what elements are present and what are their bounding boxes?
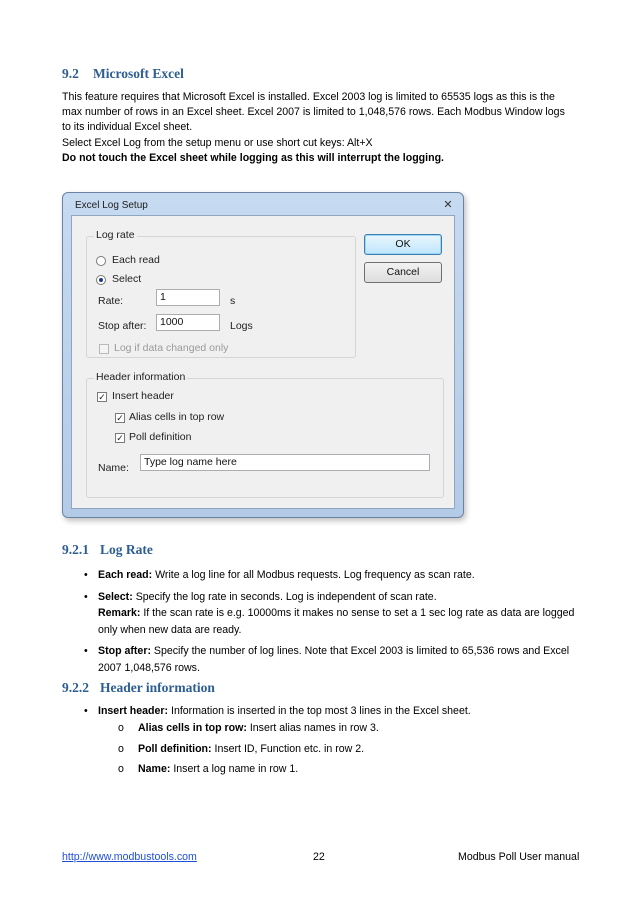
ok-button[interactable]: OK bbox=[364, 234, 442, 255]
subitem-text: Insert ID, Function etc. in row 2. bbox=[211, 742, 365, 755]
item-text: Specify the number of log lines. Note that Excel 2003 is limited to 65,536 rows and Excel bbox=[150, 645, 570, 657]
each-read-label[interactable]: Each read bbox=[112, 254, 160, 266]
stop-after-unit: Logs bbox=[230, 320, 253, 332]
list-item bbox=[62, 589, 587, 639]
rate-input[interactable]: 1 bbox=[156, 289, 220, 306]
log-rate-list bbox=[62, 567, 587, 681]
intro-line: max number of rows in an Excel sheet. Excel 2007 is limited to 1,048,576 rows. Each Modbus Window logs bbox=[62, 106, 565, 119]
intro-paragraph bbox=[62, 90, 582, 166]
select-radio[interactable] bbox=[96, 275, 106, 285]
sub-bullet: o bbox=[118, 722, 124, 734]
cancel-button[interactable]: Cancel bbox=[364, 262, 442, 283]
log-rate-heading bbox=[62, 542, 153, 558]
item-term: Insert header: bbox=[98, 705, 169, 717]
list-item bbox=[62, 703, 587, 720]
list-item bbox=[62, 761, 379, 778]
dialog-title: Excel Log Setup bbox=[75, 200, 148, 211]
log-rate-number: 9.2.1 bbox=[62, 542, 89, 557]
bullet: • bbox=[84, 705, 88, 717]
name-input[interactable]: Type log name here bbox=[140, 454, 430, 471]
poll-definition-checkbox[interactable]: ✓ bbox=[116, 433, 124, 443]
subitem-text: Insert a log name in row 1. bbox=[170, 763, 299, 775]
remark-text: If the scan rate is e.g. 10000ms it makes no sense to set a 1 sec log rate as data are logged bbox=[140, 607, 575, 619]
header-info-legend: Header information bbox=[96, 371, 186, 383]
insert-header-checkbox[interactable]: ✓ bbox=[98, 392, 106, 402]
item-term: Stop after: bbox=[98, 645, 151, 657]
close-icon[interactable]: ✕ bbox=[443, 199, 453, 211]
list-item bbox=[62, 567, 587, 584]
list-item bbox=[62, 643, 587, 676]
excel-log-setup-dialog bbox=[62, 192, 464, 518]
log-rate-legend: Log rate bbox=[96, 229, 135, 241]
footer-url-link[interactable]: http://www.modbustools.com bbox=[62, 851, 197, 863]
rate-label: Rate: bbox=[98, 295, 124, 307]
intro-line: Select Excel Log from the setup menu or use short cut keys: Alt+X bbox=[62, 136, 373, 149]
sub-bullet: o bbox=[118, 742, 124, 755]
remark-text-continued: only when new data are ready. bbox=[98, 623, 242, 636]
intro-line: to its individual Excel sheet. bbox=[62, 121, 193, 134]
subitem-term: Name: bbox=[138, 763, 171, 775]
intro-line: This feature requires that Microsoft Excel is installed. Excel 2003 log is limited to 65535 logs as this is the bbox=[62, 91, 555, 103]
header-info-heading bbox=[62, 680, 215, 696]
rate-unit: s bbox=[230, 295, 236, 307]
subitem-term: Poll definition: bbox=[138, 742, 212, 755]
section-number: 9.2 bbox=[62, 66, 79, 81]
name-label: Name: bbox=[98, 462, 129, 474]
each-read-radio[interactable] bbox=[96, 256, 106, 266]
header-info-number: 9.2.2 bbox=[62, 680, 89, 695]
sub-bullet: o bbox=[118, 763, 124, 775]
insert-header-label[interactable]: Insert header bbox=[112, 390, 174, 402]
footer-manual-title: Modbus Poll User manual bbox=[458, 851, 580, 863]
item-term: Select: bbox=[98, 590, 133, 603]
remark-term: Remark: bbox=[98, 607, 141, 619]
log-if-changed-checkbox[interactable] bbox=[99, 344, 109, 354]
footer-page-number: 22 bbox=[313, 851, 325, 863]
bullet: • bbox=[84, 645, 88, 657]
warning-text: Do not touch the Excel sheet while logging as this will interrupt the logging. bbox=[62, 151, 444, 164]
alias-cells-checkbox[interactable]: ✓ bbox=[116, 413, 124, 423]
item-text: Information is inserted in the top most 3 lines in the Excel sheet. bbox=[168, 705, 471, 717]
header-info-title: Header information bbox=[100, 680, 215, 695]
item-text-continued: 2007 1,048,576 rows. bbox=[98, 661, 200, 674]
stop-after-input[interactable]: 1000 bbox=[156, 314, 220, 331]
list-item bbox=[62, 741, 379, 758]
dialog-client-area bbox=[71, 215, 455, 509]
select-label[interactable]: Select bbox=[112, 273, 142, 285]
list-item bbox=[62, 720, 379, 737]
section-heading bbox=[62, 66, 184, 82]
log-if-changed-label[interactable]: Log if data changed only bbox=[114, 342, 229, 354]
item-text: Write a log line for all Modbus requests. Log frequency as scan rate. bbox=[152, 569, 475, 581]
item-text: Specify the log rate in seconds. Log is independent of scan rate. bbox=[132, 590, 437, 603]
subitem-term: Alias cells in top row: bbox=[138, 722, 247, 734]
bullet: • bbox=[84, 590, 88, 603]
header-info-sublist bbox=[62, 720, 379, 782]
stop-after-label: Stop after: bbox=[98, 320, 147, 332]
alias-cells-label[interactable]: Alias cells in top row bbox=[129, 411, 225, 423]
subitem-text: Insert alias names in row 3. bbox=[246, 722, 379, 734]
poll-definition-label[interactable]: Poll definition bbox=[129, 431, 192, 443]
log-rate-title: Log Rate bbox=[100, 542, 153, 557]
bullet: • bbox=[84, 569, 88, 581]
section-title: Microsoft Excel bbox=[93, 66, 184, 81]
item-term: Each read: bbox=[98, 569, 153, 581]
